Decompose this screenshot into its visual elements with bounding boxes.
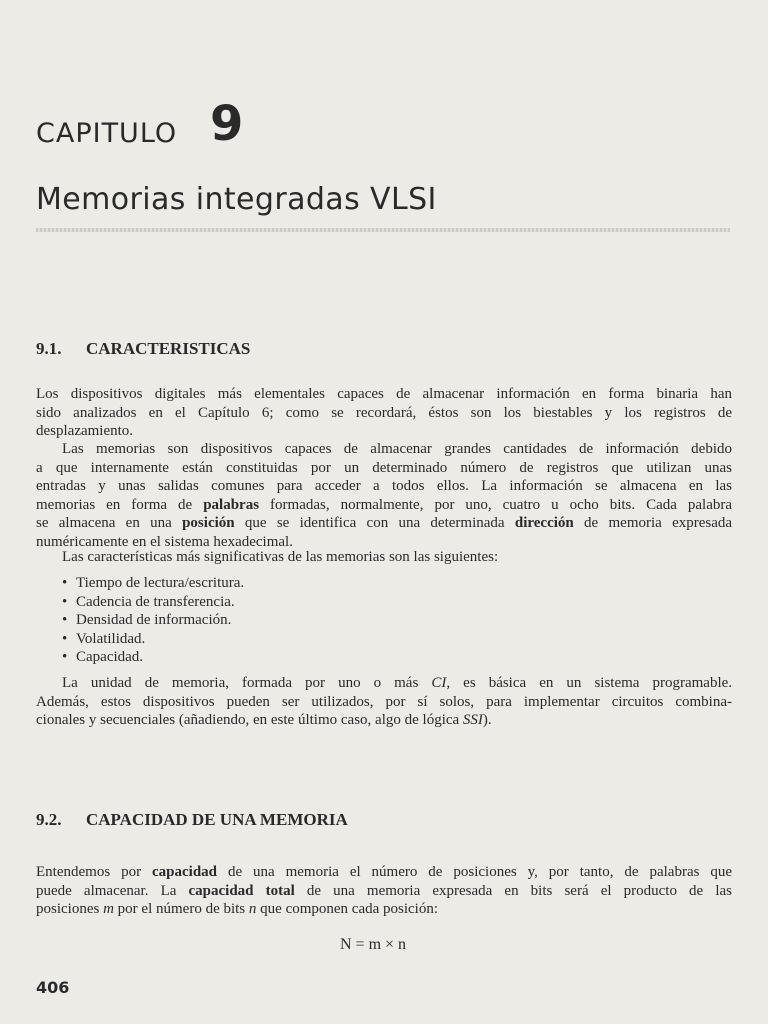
text-run: se almacena en una — [36, 515, 172, 531]
text-line — [36, 514, 732, 533]
list-item-text: Cadencia de transferencia. — [76, 593, 235, 610]
list-item-text: Volatilidad. — [76, 630, 146, 647]
section-title: CARACTERISTICAS — [86, 339, 251, 358]
text-run: de memoria expresada — [584, 515, 733, 531]
text-line — [36, 674, 732, 693]
text-run: de una memoria el número de posiciones y, por tanto, de palabras que — [227, 864, 733, 880]
chapter-title: Memorias integradas VLSI — [36, 182, 437, 217]
text-line — [36, 863, 732, 882]
text-run: La unidad de memoria, formada por uno o más — [62, 675, 419, 691]
characteristics-list — [62, 574, 244, 667]
list-item: • Volatilidad. — [62, 630, 146, 647]
var-m: m — [103, 901, 114, 917]
text-run: que se identifica con una determinada — [244, 515, 505, 531]
text-run: posiciones — [36, 901, 100, 917]
term-capacidad: capacidad — [152, 864, 218, 880]
section-heading-9-1 — [36, 339, 250, 359]
term-capacidad-total: capacidad total — [188, 882, 295, 899]
capacity-formula: N = m × n — [340, 936, 407, 953]
list-item: • Capacidad. — [62, 649, 144, 665]
term-direccion: dirección — [514, 515, 574, 531]
text-line — [36, 496, 732, 515]
text-run: es básica en un sistema programable. — [463, 675, 733, 691]
page-number: 406 — [36, 978, 70, 997]
paragraph-memorias — [36, 440, 732, 551]
text-line: Los dispositivos digitales más elementales capaces de almacenar información en forma binaria han — [36, 386, 732, 402]
list-item: • Cadencia de transferencia. — [62, 593, 235, 610]
term-ssi: SSI — [462, 712, 483, 728]
paragraph-unidad — [36, 674, 732, 730]
text-run: cionales y secuenciales (añadiendo, en este último caso, algo de lógica — [36, 712, 460, 728]
text-line — [36, 711, 732, 730]
text-run: memorias en forma de — [36, 496, 193, 513]
var-n: n — [248, 901, 257, 917]
title-rule — [36, 228, 730, 232]
text-run: por el número de bits — [117, 901, 246, 917]
text-line — [36, 900, 732, 919]
text-line: a que internamente están constituidas por un determinado número de registros que utilizan unas — [36, 459, 732, 476]
list-item: • Tiempo de lectura/escritura. — [62, 575, 245, 591]
paragraph-capacidad — [36, 863, 732, 919]
text-line: Las características más significativas de las memorias son las siguientes: — [62, 549, 499, 565]
term-posicion: posición — [182, 515, 235, 531]
text-run: Entendemos por — [36, 864, 142, 880]
text-line: sido analizados en el Capítulo 6; como se recordará, éstos son los biestables y los registros de — [36, 404, 732, 421]
paragraph-intro — [36, 385, 732, 441]
paragraph-caracteristicas — [36, 548, 732, 567]
section-heading-9-2 — [36, 810, 348, 830]
list-item-text: Tiempo de lectura/escritura. — [76, 575, 245, 591]
text-line — [36, 882, 732, 901]
text-run: ). — [482, 712, 492, 728]
text-run: formadas, normalmente, por uno, cuatro u ocho bits. Cada palabra — [270, 496, 733, 513]
list-item: • Densidad de información. — [62, 612, 232, 628]
chapter-number: 9 — [210, 96, 244, 152]
text-line: Además, estos dispositivos pueden ser utilizados, por sí solos, para implementar circuitos combina- — [36, 693, 732, 710]
chapter-label: CAPITULO — [36, 118, 178, 149]
term-ci: CI, — [431, 675, 451, 691]
text-line: entradas y unas salidas comunes para acceder a todos ellos. La información se almacena en las — [36, 478, 732, 494]
section-title: CAPACIDAD DE UNA MEMORIA — [86, 810, 348, 829]
term-palabras: palabras — [203, 496, 260, 513]
text-line: desplazamiento. — [36, 423, 134, 439]
text-run: que componen cada posición: — [260, 901, 439, 917]
text-run: puede almacenar. La — [36, 882, 177, 899]
text-line: numéricamente en el sistema hexadecimal. — [36, 533, 293, 550]
text-line: Las memorias son dispositivos capaces de almacenar grandes cantidades de información debido — [62, 441, 732, 457]
section-number: 9.1. — [36, 339, 62, 358]
list-item-text: Capacidad. — [76, 649, 144, 665]
list-item-text: Densidad de información. — [76, 612, 232, 628]
section-number: 9.2. — [36, 810, 62, 829]
text-run: de una memoria expresada en bits será el producto de las — [306, 882, 732, 899]
